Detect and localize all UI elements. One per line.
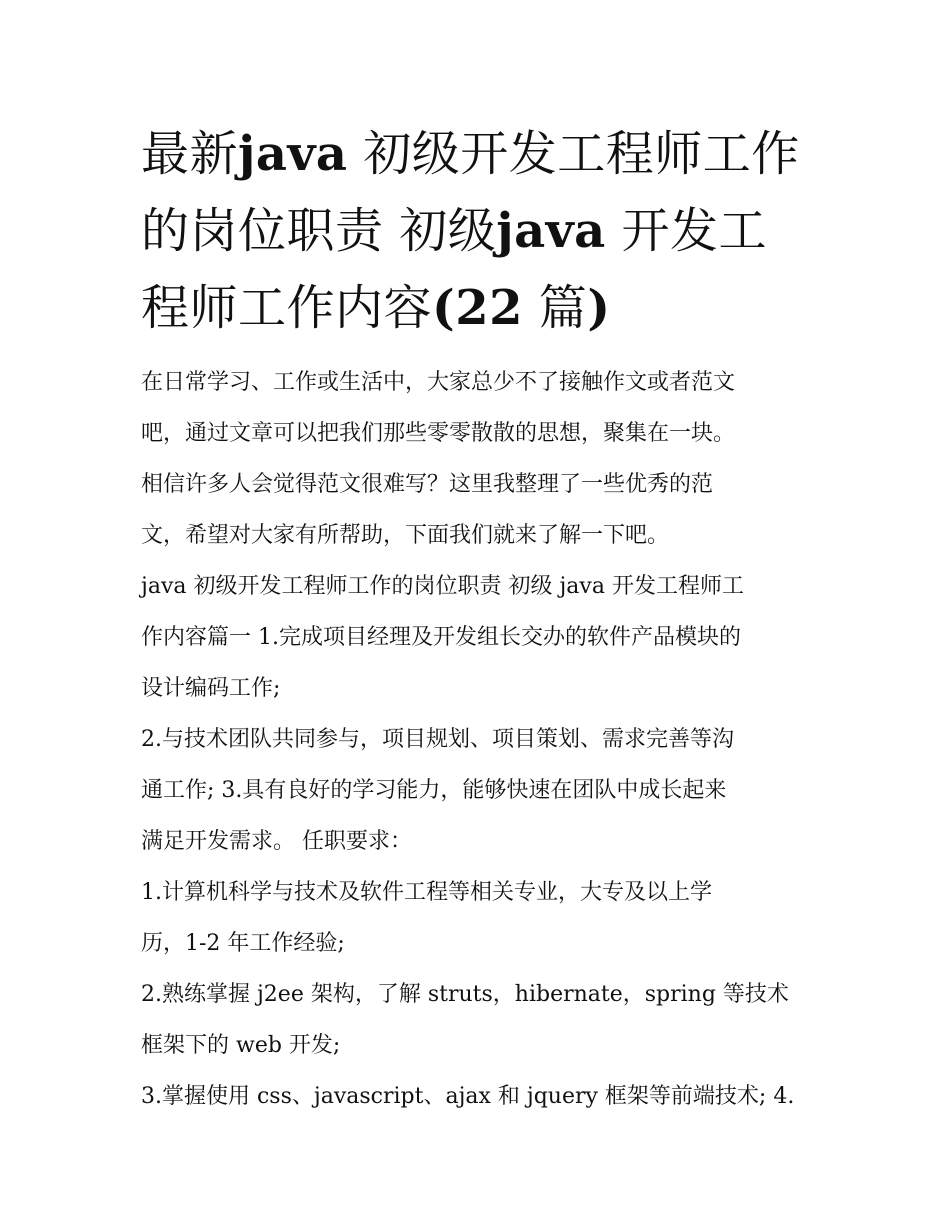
title-text-bold: (22	[432, 280, 524, 336]
text-line: 文，希望对大家有所帮助，下面我们就来了解一下吧。	[141, 523, 670, 548]
title-line-3	[141, 270, 813, 347]
title-line-2	[141, 193, 813, 270]
text-line: 吧，通过文章可以把我们那些零零散散的思想，聚集在一块。	[141, 421, 736, 446]
duty-paragraph-2	[141, 714, 813, 867]
text-line: java 初级开发工程师工作的岗位职责 初级 java 开发工程师工	[141, 574, 744, 599]
text-line: 相信许多人会觉得范文很难写？这里我整理了一些优秀的范	[141, 472, 714, 497]
title-text: 的岗位职责 初级	[141, 203, 497, 259]
title-text: 初级开发工程师工作	[363, 126, 800, 182]
requirement-3	[141, 1071, 813, 1122]
text-line: 1.计算机科学与技术及软件工程等相关专业，大专及以上学	[141, 880, 712, 905]
title-text-bold: )	[587, 280, 611, 336]
text-line: 2.熟练掌握 j2ee 架构，了解 struts，hibernate，spring 等技术	[141, 982, 789, 1007]
title-line-1	[141, 116, 813, 193]
title-text-bold: java	[238, 126, 348, 182]
document-body	[141, 357, 813, 1122]
title-text: 程师工作内容	[141, 280, 433, 336]
text-line: 2.与技术团队共同参与，项目规划、项目策划、需求完善等沟	[141, 727, 734, 752]
text-line: 在日常学习、工作或生活中，大家总少不了接触作文或者范文	[141, 370, 736, 395]
text-line: 满足开发需求。 任职要求：	[141, 829, 412, 854]
requirement-1	[141, 867, 813, 969]
text-line: 设计编码工作;	[141, 676, 281, 701]
title-text: 开发工	[621, 203, 768, 259]
requirement-2	[141, 969, 813, 1071]
title-text-bold: java	[496, 203, 606, 259]
text-line: 框架下的 web 开发;	[141, 1033, 341, 1058]
document-title	[141, 116, 813, 347]
intro-paragraph	[141, 357, 813, 561]
text-line: 通工作; 3.具有良好的学习能力，能够快速在团队中成长起来	[141, 778, 727, 803]
text-line: 3.掌握使用 css、javascript、ajax 和 jquery 框架等前端技术; 4.	[141, 1084, 795, 1109]
section-paragraph-1	[141, 561, 813, 714]
title-text: 最新	[141, 126, 239, 182]
text-line: 历，1-2 年工作经验;	[141, 931, 345, 956]
title-text: 篇	[538, 280, 588, 336]
document-page	[141, 116, 813, 1122]
text-line: 作内容篇一 1.完成项目经理及开发组长交办的软件产品模块的	[141, 625, 741, 650]
